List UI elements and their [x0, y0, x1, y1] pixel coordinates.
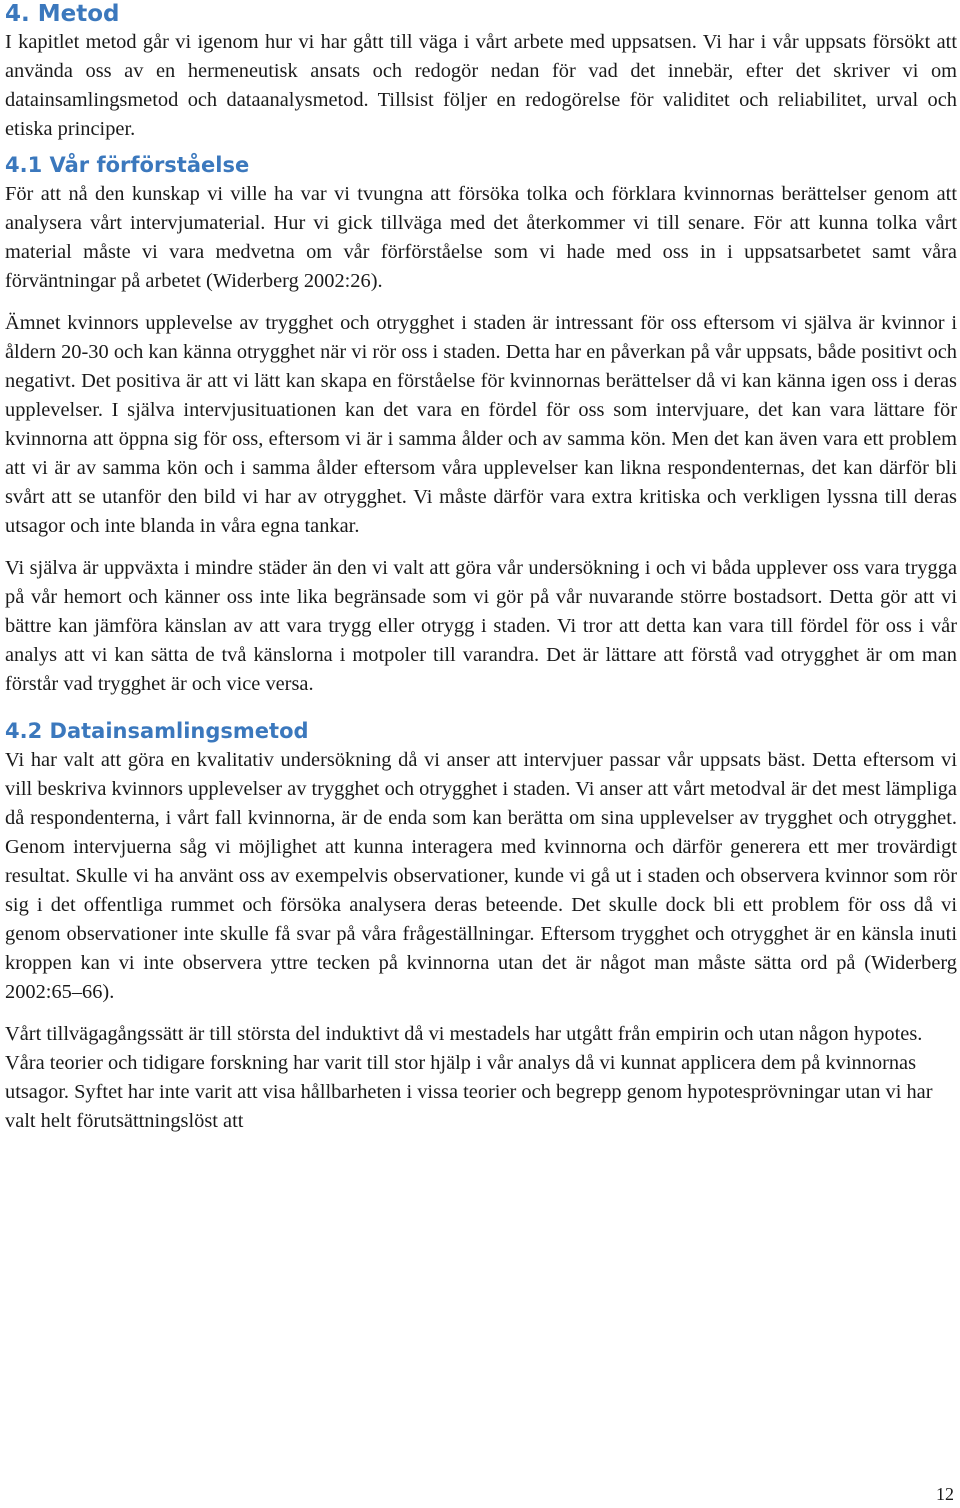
document-page [5, 0, 957, 1136]
chapter-intro-paragraph: I kapitlet metod går vi igenom hur vi har gått till väga i vårt arbete med uppsatsen. Vi har i vår uppsats försökt att använda oss av en hermeneutisk ansats och redogör nedan för vad det innebär, efter det skriver vi om datainsamlingsmetod och dataanalysmetod. Tillsist följer en redogörelse för validitet och reliabilitet, urval och etiska principer. [5, 31, 957, 140]
section-1-paragraph-1: För att nå den kunskap vi ville ha var vi tvungna att försöka tolka och förklara kvinnornas berättelser genom att analysera vårt intervjumaterial. Hur vi gick tillväga med det återkommer vi till senare. För att kunna tolka vårt material måste vi vara medvetna om vår förförståelse som vi hade med oss in i uppsatsarbetet samt våra förväntningar på arbetet (Widerberg 2002:26). [5, 183, 957, 292]
section-1-paragraph-2: Ämnet kvinnors upplevelse av trygghet och otrygghet i staden är intressant för oss eftersom vi själva är kvinnor i åldern 20-30 och kan känna otrygghet när vi rör oss i staden. Detta har en påverkan på vår uppsats, både positivt och negativt. Det positiva är att vi lätt kan skapa en förståelse för kvinnornas berättelser då vi kan känna igen oss i deras upplevelser. I själva intervjusituationen kan det vara en fördel för oss som intervjuare, det kan vara lättare för kvinnorna att öppna sig för oss, eftersom vi är i samma ålder och av samma kön. Men det kan även vara ett problem att vi är av samma kön och i samma ålder eftersom våra upplevelser kan likna respondenternas, det kan därför bli svårt att se utanför den bild vi har av otrygghet. Vi måste därför vara extra kritiska och verkligen lyssna till deras utsagor och inte blanda in våra egna tankar. [5, 312, 957, 537]
section-2-paragraph-1: Vi har valt att göra en kvalitativ undersökning då vi anser att intervjuer passar vår uppsats bäst. Detta eftersom vi vill beskriva kvinnors upplevelser av trygghet och otrygghet i staden. Vi anser att vårt metodval är det mest lämpliga då respondenterna, i vårt fall kvinnorna, är de enda som kan berätta om sina upplevelser av trygghet och otrygghet. Genom intervjuerna såg vi möjlighet att kunna interagera med kvinnorna och därför generera ett mer trovärdigt resultat. Skulle vi ha använt oss av exempelvis observationer, kunde vi gå ut i staden och observera kvinnor som rör sig i det offentliga rummet och försöka analysera deras beteende. Det skulle dock bli ett problem för oss då vi genom observationer inte skulle få svar på våra frågeställningar. Eftersom trygghet och otrygghet är en känsla inuti kroppen kan vi inte observera yttre tecken på kvinnorna utan det är något man måste sätta ord på (Widerberg 2002:65–66). [5, 749, 957, 1003]
section-heading-forforstaelse: 4.1 Vår förförståelse [5, 153, 250, 177]
section-2-paragraph-2: Vårt tillvägagångssätt är till största del induktivt då vi mestadels har utgått från empirin och utan någon hypotes. Våra teorier och tidigare forskning har varit till stor hjälp i vår analys då vi kunnat applicera dem på kvinnornas utsagor. Syftet har inte varit att visa hållbarheten i vissa teorier och begrepp genom hypotesprövningar utan vi har valt helt förutsättningslöst att [5, 1023, 933, 1132]
section-1-paragraph-3: Vi själva är uppväxta i mindre städer än den vi valt att göra vår undersökning i och vi båda upplever oss vara trygga på vår hemort och känner oss inte lika begränsade som vi gör på vår nuvarande större bostadsort. Detta gör att vi bättre kan jämföra känslan av att vara trygg eller otrygg i staden. Vi tror att detta kan vara till fördel för oss i vår analys att vi kan sätta de två känslorna i motpoler till varandra. Det är lättare att förstå vad otrygghet är om man förstår vad trygghet är och vice versa. [5, 557, 957, 695]
page-number: 12 [936, 1484, 954, 1504]
chapter-heading: 4. Metod [5, 1, 120, 27]
section-heading-datainsamlingsmetod: 4.2 Datainsamlingsmetod [5, 719, 309, 743]
